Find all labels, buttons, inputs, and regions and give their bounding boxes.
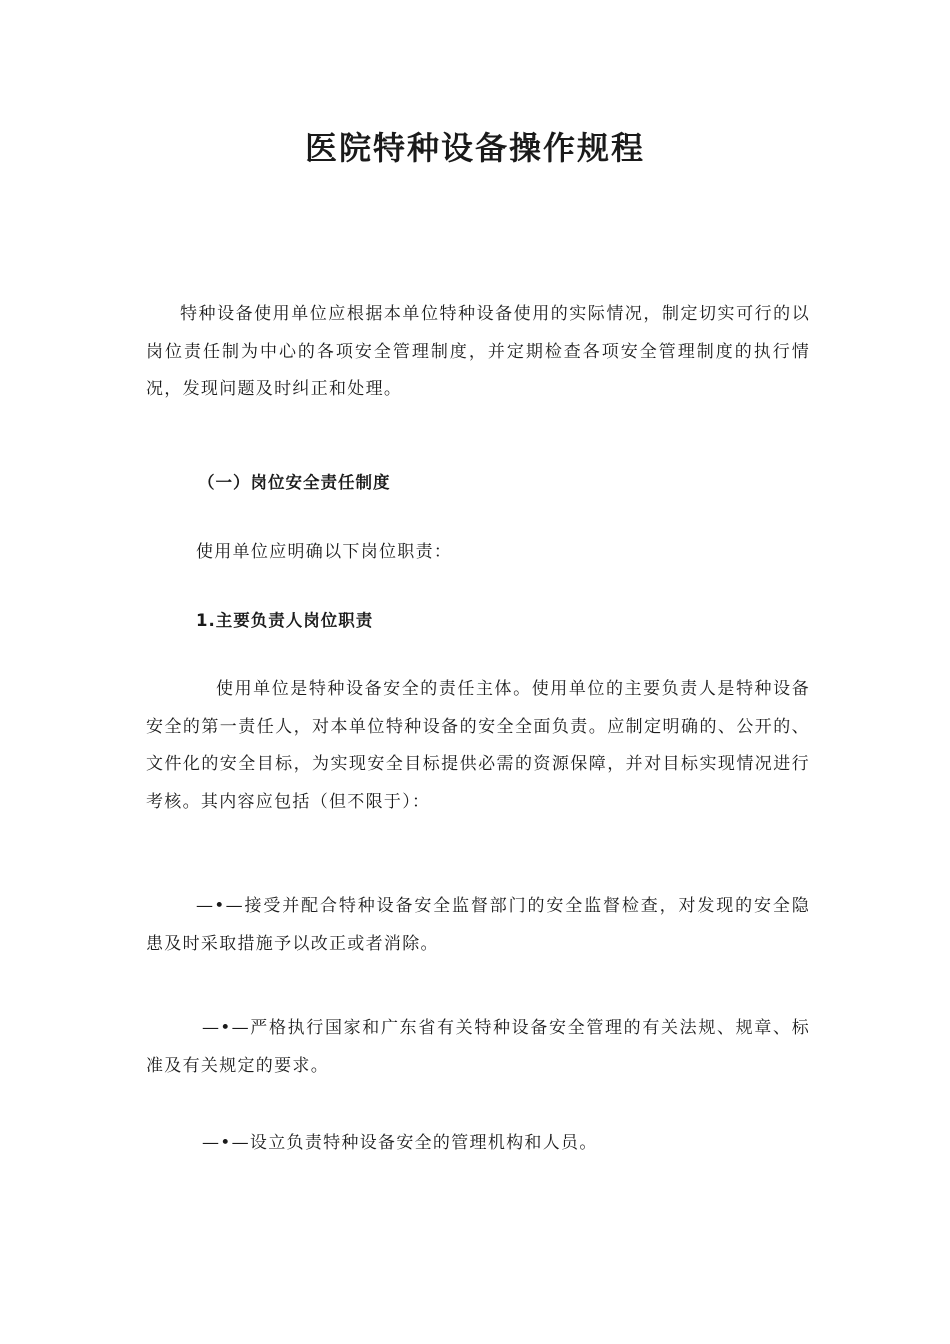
bullet-item: —•—设立负责特种设备安全的管理机构和人员。 — [202, 1133, 598, 1153]
subsection-heading: 1.主要负责人岗位职责 — [196, 611, 374, 630]
subsection-body-paragraph: 使用单位是特种设备安全的责任主体。使用单位的主要负责人是特种设备安全的第一责任人，对本单位特种设备的安全全面负责。应制定明确的、公开的、文件化的安全目标，为实现安全目标提供必需的资源保障，并对目标实现情况进行考核。其内容应包括（但不限于）： — [146, 679, 810, 812]
bullet-item: —•—严格执行国家和广东省有关特种设备安全管理的有关法规、规章、标准及有关规定的要求。 — [146, 1018, 810, 1076]
section-heading: （一）岗位安全责任制度 — [198, 473, 391, 492]
bullet-item: —•—接受并配合特种设备安全监督部门的安全监督检查，对发现的安全隐患及时采取措施予以改正或者消除。 — [146, 896, 810, 954]
intro-paragraph: 特种设备使用单位应根据本单位特种设备使用的实际情况，制定切实可行的以岗位责任制为中心的各项安全管理制度，并定期检查各项安全管理制度的执行情况，发现问题及时纠正和处理。 — [146, 304, 810, 399]
section-lead-text: 使用单位应明确以下岗位职责： — [196, 542, 453, 562]
document-title: 医院特种设备操作规程 — [304, 129, 645, 167]
